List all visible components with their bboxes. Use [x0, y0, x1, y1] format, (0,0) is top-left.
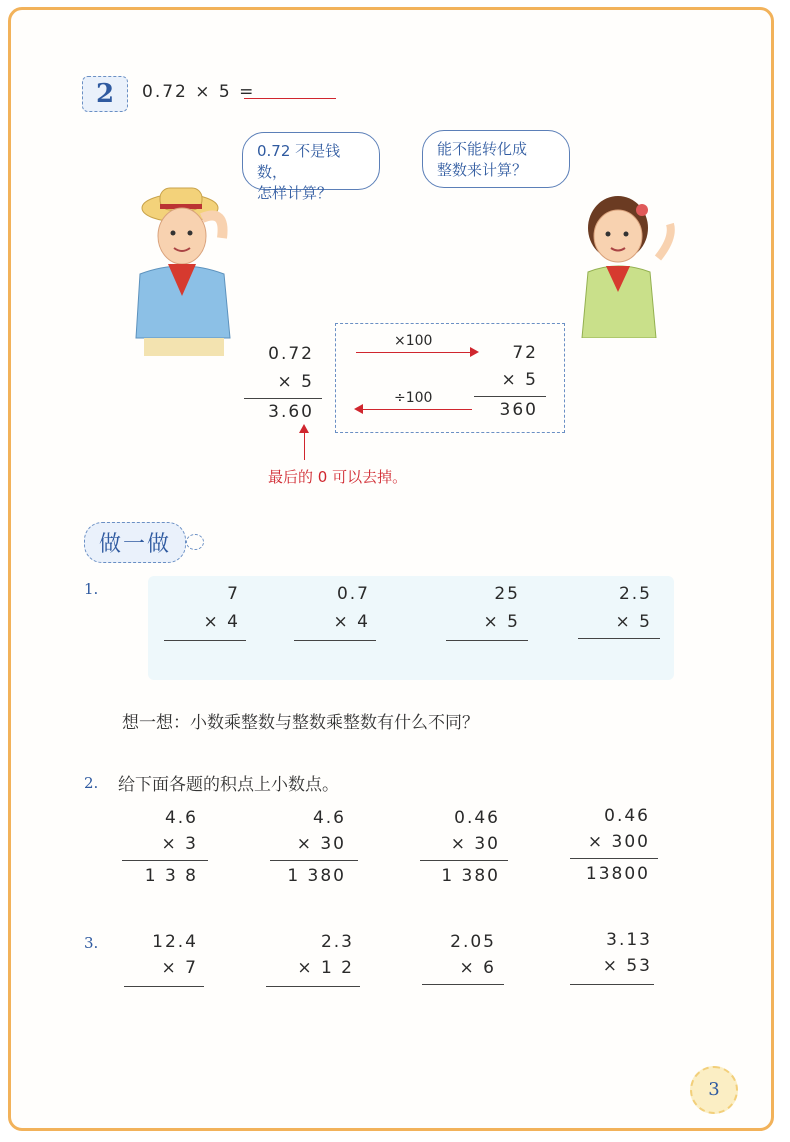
q2-item-3-product: 1 380: [441, 866, 500, 886]
q1-item-3-rule: [446, 640, 528, 641]
q3-item-2-rule: [266, 986, 360, 987]
example-number-badge: 2: [82, 76, 128, 112]
q1-number: 1.: [84, 580, 99, 598]
times-100-label: ×100: [394, 333, 433, 349]
q1-item-2-mid: × 4: [333, 612, 370, 632]
tag-dot-icon: [186, 534, 204, 550]
div-100-arrow-line: [362, 409, 472, 410]
calc-left-multiplier: × 5: [277, 372, 314, 392]
q1-item-2-top: 0.7: [336, 584, 370, 604]
q1-item-3-mid: × 5: [483, 612, 520, 632]
q1-item-4-rule: [578, 638, 660, 639]
calc-right-multiplicand: 72: [512, 343, 538, 363]
q2-item-3-top: 0.46: [454, 808, 500, 828]
q1-item-4-mid: × 5: [615, 612, 652, 632]
note-arrow-line: [304, 430, 305, 460]
boy-bubble-line-1: 0.72 不是钱数，: [257, 142, 341, 181]
q2-item-2-product: 1 380: [287, 866, 346, 886]
q3-item-1-mid: × 7: [161, 958, 198, 978]
q2-item-4-rule: [570, 858, 658, 859]
note-text: 最后的 0 可以去掉。: [268, 468, 408, 486]
calc-right-multiplier: × 5: [501, 370, 538, 390]
q1-item-3-top: 25: [494, 584, 520, 604]
q2-item-1-mid: × 3: [161, 834, 198, 854]
q2-item-2-mid: × 30: [296, 834, 346, 854]
calc-left-rule: [244, 398, 322, 399]
q3-item-2-top: 2.3: [320, 932, 354, 952]
q2-item-1-top: 4.6: [164, 808, 198, 828]
q1-item-1-rule: [164, 640, 246, 641]
q3-item-2-mid: × 1 2: [297, 958, 354, 978]
boy-speech-bubble: [242, 132, 380, 202]
times-100-arrow-line: [356, 352, 470, 353]
q2-item-4-product: 13800: [585, 864, 650, 884]
q2-item-4-mid: × 300: [587, 832, 650, 852]
arrow-up-icon: [299, 424, 309, 433]
q1-item-1-mid: × 4: [203, 612, 240, 632]
girl-bubble-line-1: 能不能转化成: [437, 140, 528, 158]
q2-item-1-rule: [122, 860, 208, 861]
answer-blank[interactable]: [244, 98, 336, 99]
calc-right-product: 360: [499, 400, 538, 420]
q3-item-1-rule: [124, 986, 204, 987]
q3-item-4-top: 3.13: [606, 930, 652, 950]
q1-item-2-rule: [294, 640, 376, 641]
q2-item-2-rule: [270, 860, 358, 861]
calc-left-product: 3.60: [268, 402, 314, 422]
q2-item-3-rule: [420, 860, 508, 861]
q3-item-3-mid: × 6: [459, 958, 496, 978]
q3-item-4-rule: [570, 984, 654, 985]
page-number: 3: [690, 1066, 738, 1114]
q3-item-1-top: 12.4: [152, 932, 198, 952]
q2-item-3-mid: × 30: [450, 834, 500, 854]
practice-tag: 做一做: [84, 522, 186, 563]
div-100-label: ÷100: [394, 390, 433, 406]
q2-item-2-top: 4.6: [312, 808, 346, 828]
q3-item-3-top: 2.05: [450, 932, 496, 952]
q2-item-1-product: 1 3 8: [144, 866, 198, 886]
girl-illustration: [566, 188, 686, 338]
q2-number: 2.: [84, 774, 99, 792]
q2-instruction: 给下面各题的积点上小数点。: [118, 775, 339, 795]
calc-left-multiplicand: 0.72: [268, 344, 314, 364]
q1-item-1-top: 7: [227, 584, 240, 604]
q3-item-4-mid: × 53: [602, 956, 652, 976]
q2-item-4-top: 0.46: [604, 806, 650, 826]
calc-right-rule: [474, 396, 546, 397]
boy-bubble-line-2: 怎样计算？: [257, 184, 333, 202]
girl-speech-bubble: [422, 130, 570, 188]
boy-illustration: [126, 178, 256, 358]
q1-item-4-top: 2.5: [618, 584, 652, 604]
q3-number: 3.: [84, 934, 99, 952]
think-prompt: 想一想：小数乘整数与整数乘整数有什么不同？: [122, 713, 479, 733]
girl-bubble-line-2: 整数来计算？: [437, 161, 528, 179]
q3-item-3-rule: [422, 984, 504, 985]
example-equation: 0.72 × 5 =: [142, 82, 256, 102]
